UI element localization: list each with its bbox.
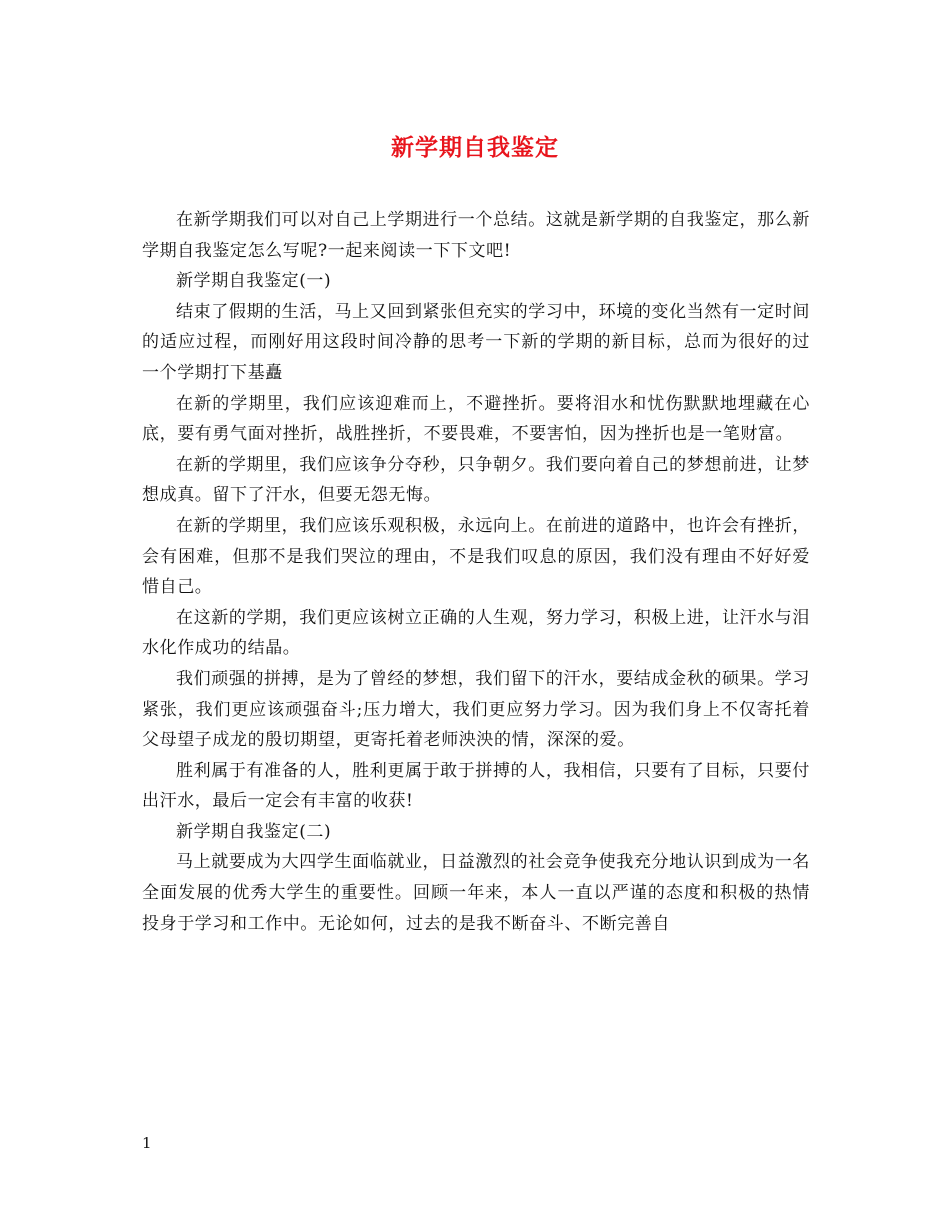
section-heading-2: 新学期自我鉴定(二) — [176, 821, 332, 842]
paragraph-intro: 在新学期我们可以对自己上学期进行一个总结。这就是新学期的自我鉴定，那么新学期自我鉴定怎么写呢?一起来阅读一下下文吧! — [142, 210, 810, 261]
paragraph: 胜利属于有准备的人，胜利更属于敢于拼搏的人，我相信，只要有了目标，只要付出汗水，最后一定会有丰富的收获! — [142, 760, 810, 812]
paragraph: 我们顽强的拼搏，是为了曾经的梦想，我们留下的汗水，要结成金秋的硕果。学习紧张，我们更应该顽强奋斗;压力增大，我们更应努力学习。因为我们身上不仅寄托着父母望子成龙的殷切期望，更寄托着老师泱泱的情，深深的爱。 — [142, 668, 810, 751]
page-number: 1 — [142, 1134, 152, 1152]
paragraph: 马上就要成为大四学生面临就业，日益激烈的社会竞争使我充分地认识到成为一名全面发展的优秀大学生的重要性。回顾一年来，本人一直以严谨的态度和积极的热情投身于学习和工作中。无论如何，过去的是我不断奋斗、不断完善自 — [142, 852, 810, 934]
paragraph: 在这新的学期，我们更应该树立正确的人生观，努力学习，积极上进，让汗水与泪水化作成功的结晶。 — [142, 607, 810, 659]
section-heading-1: 新学期自我鉴定(一) — [176, 271, 332, 292]
paragraph: 在新的学期里，我们应该迎难而上，不避挫折。要将泪水和忧伤默默地埋藏在心底，要有勇气面对挫折，战胜挫折，不要畏难，不要害怕，因为挫折也是一笔财富。 — [142, 393, 810, 445]
paragraph: 结束了假期的生活，马上又回到紧张但充实的学习中，环境的变化当然有一定时间的适应过程，而刚好用这段时间冷静的思考一下新的学期的新目标，总而为很好的过一个学期打下基矗 — [142, 301, 810, 383]
paragraph: 在新的学期里，我们应该争分夺秒，只争朝夕。我们要向着自己的梦想前进，让梦想成真。留下了汗水，但要无怨无悔。 — [142, 454, 810, 506]
document-body — [142, 205, 810, 939]
paragraph: 在新的学期里，我们应该乐观积极，永远向上。在前进的道路中，也许会有挫折，会有困难，但那不是我们哭泣的理由，不是我们叹息的原因，我们没有理由不好好爱惜自己。 — [142, 515, 810, 598]
document-title: 新学期自我鉴定 — [391, 134, 559, 161]
